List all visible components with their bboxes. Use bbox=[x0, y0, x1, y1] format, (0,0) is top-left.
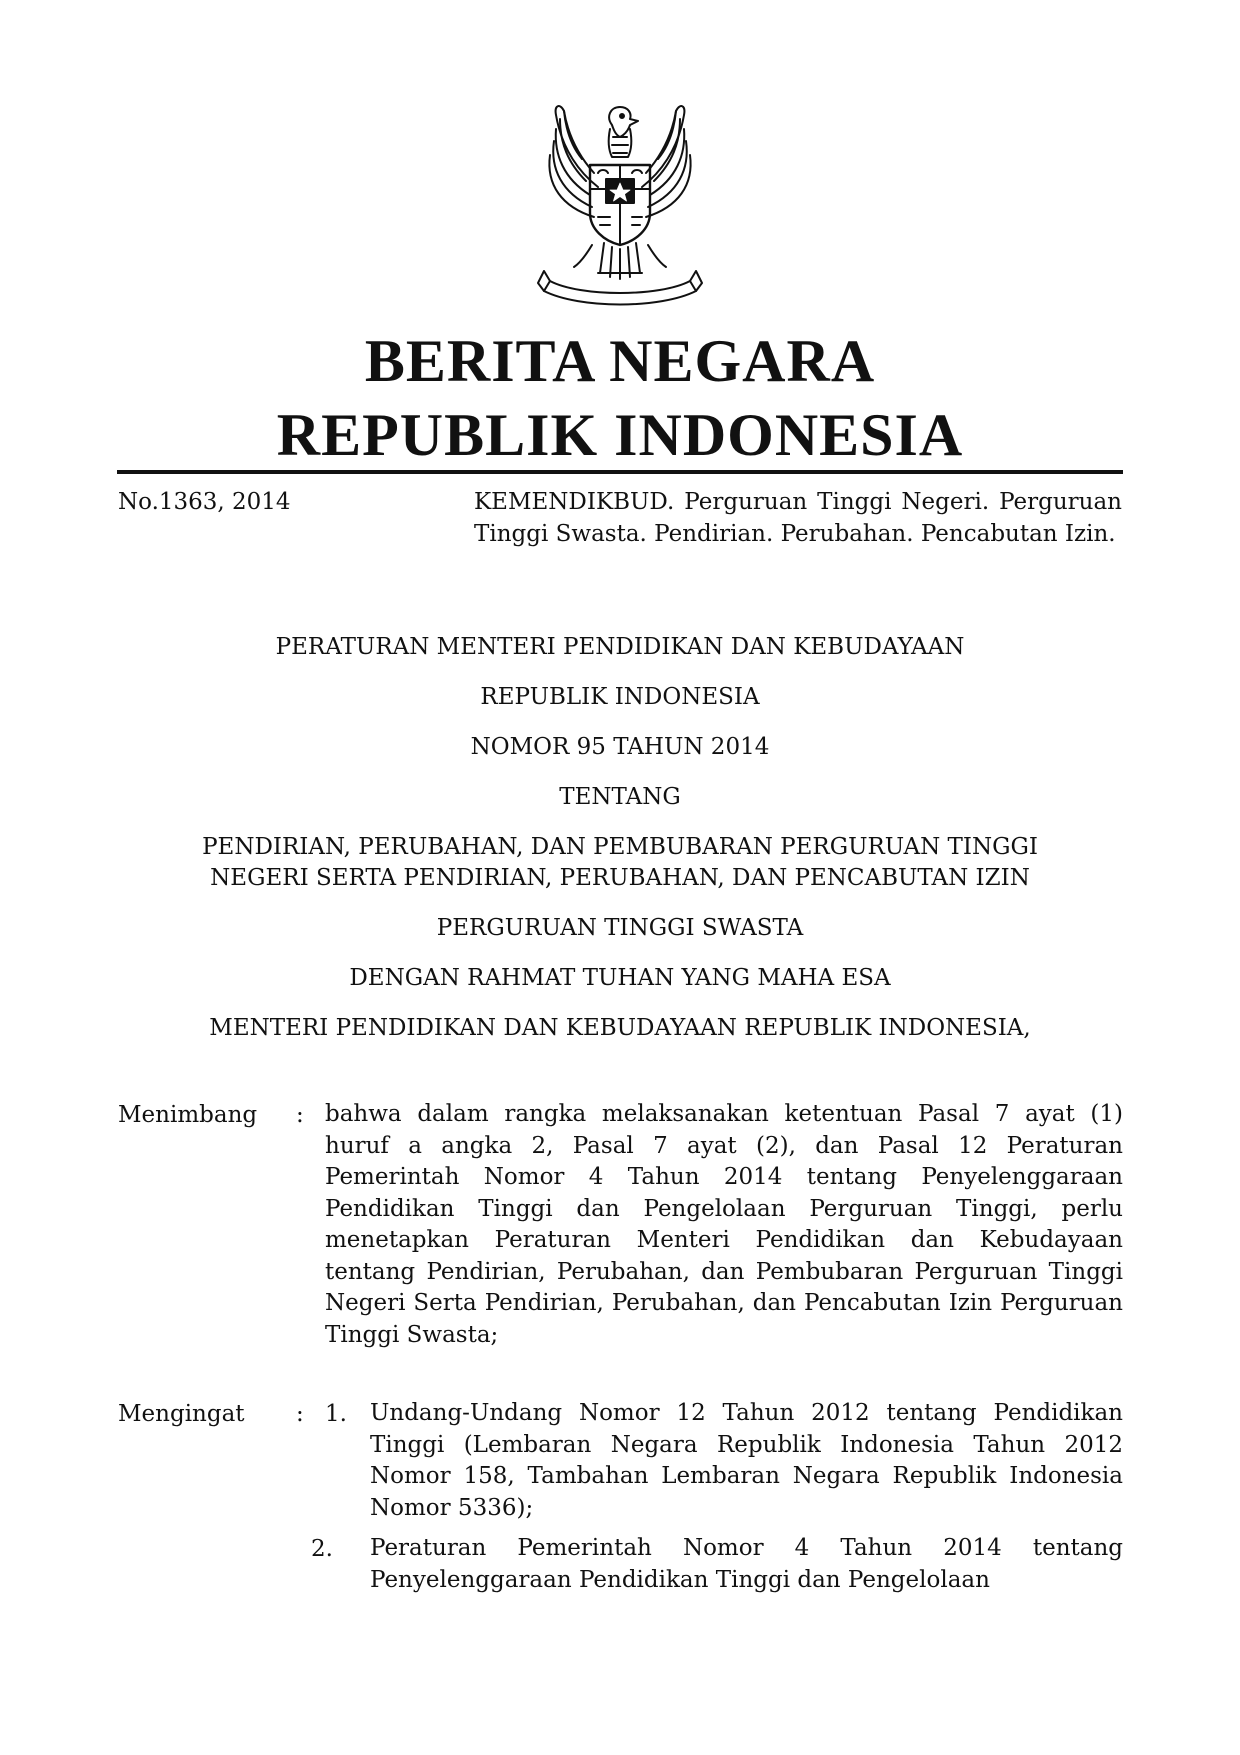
menimbang-label: Menimbang bbox=[118, 1102, 258, 1128]
gazette-title: BERITA NEGARA bbox=[364, 328, 876, 394]
mengingat-item-text: Undang-Undang Nomor 12 Tahun 2012 tentang Pendidikan Tinggi (Lembaran Negara Republik Indonesia Tahun 2012 Nomor 158, Tambahan Lembaran Negara Republik Indonesia Nomor 5336); bbox=[370, 1400, 1123, 1521]
regulation-title-line2: NEGERI SERTA PENDIRIAN, PERUBAHAN, DAN PENCABUTAN IZIN bbox=[210, 865, 1030, 891]
issuer: MENTERI PENDIDIKAN DAN KEBUDAYAAN REPUBLIK INDONESIA, bbox=[209, 1015, 1031, 1041]
menimbang-text: bahwa dalam rangka melaksanakan ketentuan Pasal 7 ayat (1) huruf a angka 2, Pasal 7 ayat (2), dan Pasal 12 Peraturan Pemerintah Nomor 4 Tahun 2014 tentang Penyelenggaraan Pendidikan Tinggi dan Pengelolaan Perguruan Tinggi, perlu menetapkan Peraturan Menteri Pendidikan dan Kebudayaan tentang Pendirian, Perubahan, dan Pembubaran Perguruan Tinggi Negeri Serta Pendirian, Perubahan, dan Pencabutan Izin Perguruan Tinggi Swasta; bbox=[325, 1101, 1123, 1348]
regulation-title-line1: PENDIRIAN, PERUBAHAN, DAN PEMBUBARAN PERGURUAN TINGGI bbox=[202, 834, 1038, 860]
mengingat-item-number: 2. bbox=[311, 1536, 333, 1562]
mengingat-colon: : bbox=[296, 1401, 304, 1427]
mengingat-label: Mengingat bbox=[118, 1401, 245, 1427]
invocation: DENGAN RAHMAT TUHAN YANG MAHA ESA bbox=[349, 965, 891, 991]
gazette-subtitle: REPUBLIK INDONESIA bbox=[276, 402, 964, 468]
menimbang-colon: : bbox=[296, 1102, 304, 1128]
garuda-pancasila-emblem bbox=[520, 95, 720, 310]
regulation-heading: PERATURAN MENTERI PENDIDIKAN DAN KEBUDAYAAN bbox=[275, 634, 965, 660]
regulation-about: TENTANG bbox=[559, 784, 681, 810]
issue-subject: KEMENDIKBUD. Perguruan Tinggi Negeri. Perguruan Tinggi Swasta. Pendirian. Perubahan. Pencabutan Izin. bbox=[474, 489, 1122, 547]
header-divider bbox=[117, 470, 1123, 474]
mengingat-item-text: Peraturan Pemerintah Nomor 4 Tahun 2014 tentang Penyelenggaraan Pendidikan Tinggi dan Pengelolaan bbox=[370, 1535, 1123, 1593]
regulation-number: NOMOR 95 TAHUN 2014 bbox=[470, 734, 770, 760]
issue-number: No.1363, 2014 bbox=[118, 489, 291, 515]
regulation-title-line3: PERGURUAN TINGGI SWASTA bbox=[436, 915, 804, 941]
mengingat-item-number: 1. bbox=[325, 1401, 347, 1427]
regulation-country: REPUBLIK INDONESIA bbox=[480, 684, 760, 710]
